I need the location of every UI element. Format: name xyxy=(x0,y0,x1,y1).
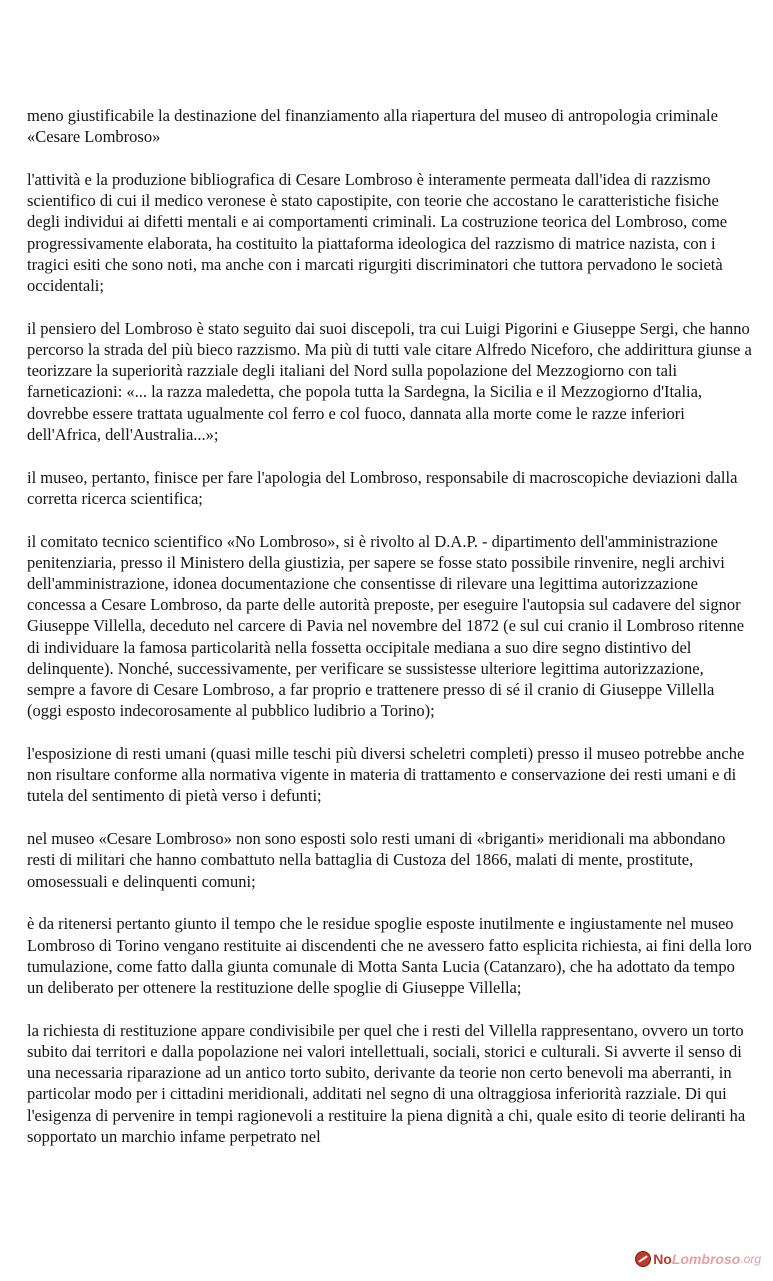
no-symbol-icon xyxy=(635,1251,651,1267)
paragraph-restitution-time: è da ritenersi pertanto giunto il tempo che le residue spoglie esposte inutilmente e ingiustamente nel museo Lombroso di Torino vengano restituite ai discendenti che ne avessero fatto esplicita richiesta, ai fini della loro tumulazione, come fatto dalla giunta comunale di Motta Santa Lucia (Catanzaro), che ha adottato da tempo un deliberato per ottenere la restituzione delle spoglie di Giuseppe Villella; xyxy=(27,914,752,998)
paragraph-committee-dap: il comitato tecnico scientifico «No Lombroso», si è rivolto al D.A.P. - dipartimento dell'amministrazione penitenziaria, presso il Ministero della giustizia, per sapere se fosse stato possibile rinvenire, negli archivi dell'amministrazione, idonea documentazione che consentisse di rilevare una legittima autorizzazione concessa a Cesare Lombroso, da parte delle autorità preposte, per eseguire l'autopsia sul cadavere del signor Giuseppe Villella, deceduto nel carcere di Pavia nel novembre del 1872 (e sul cui cranio il Lombroso ritenne di individuare la famosa particolarità nella fossetta occipitale mediana a suo dire segno distintivo del delinquente). Nonché, successivamente, per verificare se sussistesse ulteriore legittima autorizzazione, sempre a favore di Cesare Lombroso, a far proprio e trattenere presso di sé il cranio di Giuseppe Villella (oggi esposto indecorosamente al pubblico ludibrio a Torino); xyxy=(27,531,745,721)
nolombroso-logo[interactable] xyxy=(635,1251,761,1267)
paragraph-exhibited-remains: nel museo «Cesare Lombroso» non sono esposti solo resti umani di «briganti» meridionali ma abbondano resti di militari che hanno combattuto nella battaglia di Custoza del 1866, malati di mente, prostitute, omosessuali e delinquenti comuni; xyxy=(27,829,726,891)
logo-name-text: Lombroso xyxy=(671,1251,741,1267)
paragraph-museum-apology: il museo, pertanto, finisce per fare l'apologia del Lombroso, responsabile di macroscopiche deviazioni dalla corretta ricerca scientifica; xyxy=(27,467,738,508)
paragraph-restitution-request: la richiesta di restituzione appare condivisibile per quel che i resti del Villella rappresentano, ovvero un torto subito dai territori e dalla popolazione nei valori intellettuali, sociali, storici e culturali. Si avverte il senso di una necessaria riparazione ad un antico torto subito, derivante da teorie non certo benevoli ma aberranti, in particolar modo per i cittadini meridionali, additati nel segno di una oltraggiosa inferiorità razziale. Di qui l'esigenza di pervenire in tempi ragionevoli a restituire la piena dignità a chi, quale esito di teorie deliranti ha sopportato un marchio infame perpetrato nel xyxy=(27,1020,746,1146)
logo-tld-text: .org xyxy=(740,1252,761,1266)
paragraph-scientific-racism: l'attività e la produzione bibliografica di Cesare Lombroso è interamente permeata dall'idea di razzismo scientifico di cui il medico veronese è stato capostipite, con teorie che accostano le caratteristiche fisiche degli individui ai difetti mentali e ai comportamenti criminali. La costruzione teorica del Lombroso, come progressivamente elaborata, ha costituito la piattaforma ideologica del razzismo di matrice nazista, con i tragici esiti che sono noti, ma anche con i marcati rigurgiti discriminatori che tuttora pervadono le società occidentali; xyxy=(27,170,728,296)
paragraph-disciples: il pensiero del Lombroso è stato seguito dai suoi discepoli, tra cui Luigi Pigorini e Giuseppe Sergi, che hanno percorso la strada del più bieco razzismo. Ma più di tutti vale citare Alfredo Niceforo, che addirittura giunse a teorizzare la superiorità razziale degli italiani del Nord sulla popolazione del Mezzogiorno con tali farneticazioni: «... la razza maledetta, che popola tutta la Sardegna, la Sicilia e il Mezzogiorno d'Italia, dovrebbe essere trattata ugualmente col ferro e col fuoco, dannata alla morte come le razze inferiori dell'Africa, dell'Australia...»; xyxy=(27,318,752,444)
logo-no-text: No xyxy=(653,1251,672,1267)
paragraph-human-remains: l'esposizione di resti umani (quasi mille teschi più diversi scheletri completi) presso il museo potrebbe anche non risultare conforme alla normativa vigente in materia di trattamento e conservazione dei resti umani e di tutela del sentimento di pietà verso i defunti; xyxy=(27,744,745,806)
paragraph-funding: meno giustificabile la destinazione del finanziamento alla riapertura del museo di antropologia criminale «Cesare Lombroso» xyxy=(27,106,718,147)
document-body xyxy=(27,105,753,1169)
